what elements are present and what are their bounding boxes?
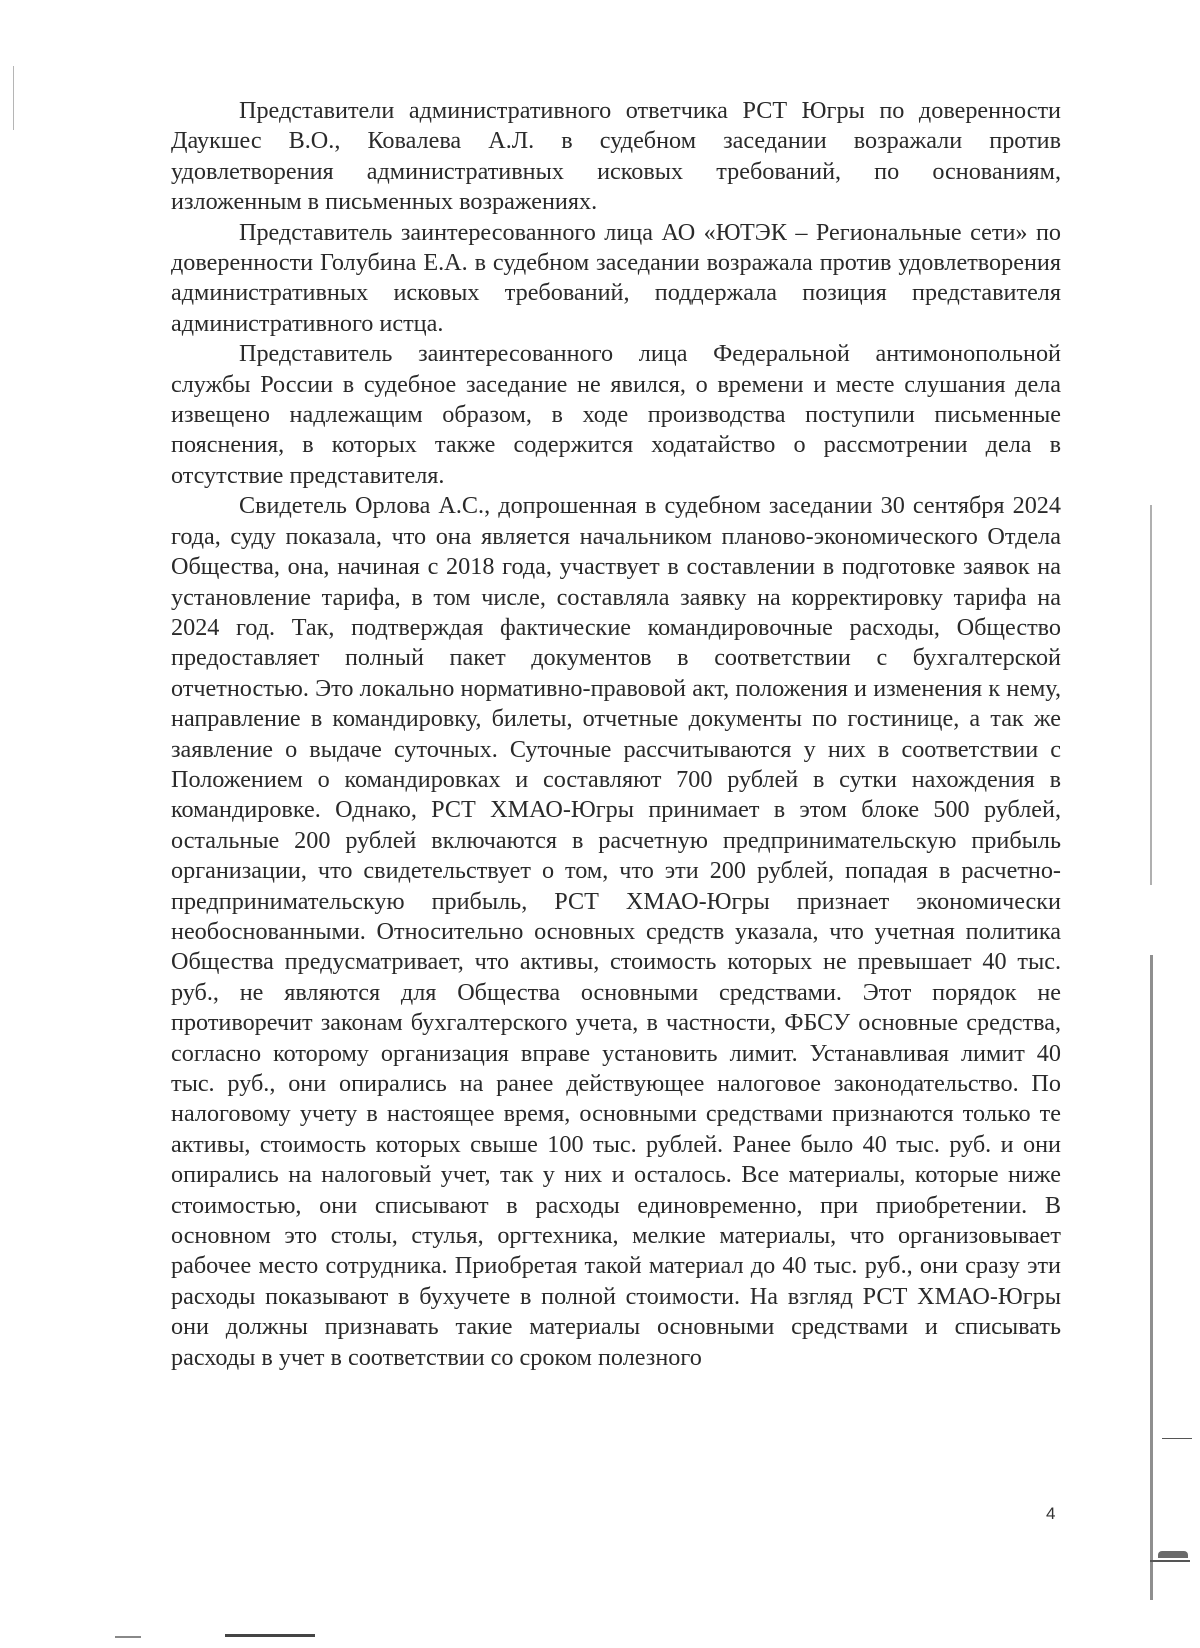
scan-edge-mark <box>1150 1560 1190 1562</box>
scan-edge-mark <box>1150 955 1153 1600</box>
paragraph-respondent-representatives: Представители административного ответчика РСТ Югры по доверенности Даукшес В.О., Ковалева А.Л. в судебном заседании возражали против удовлетворения административных исковых требований, по основаниям, изложенным в письменных возражениях. <box>171 97 1061 216</box>
scan-edge-mark <box>1162 1438 1192 1439</box>
paragraph-interested-party-fas: Представитель заинтересованного лица Федеральной антимонопольной службы России в судебное заседание не явился, о времени и месте слушания дела извещено надлежащим образом, в ходе производства поступили письменные пояснения, в которых также содержится ходатайство о рассмотрении дела в отсутствие представителя. <box>171 340 1061 489</box>
paragraph-witness-testimony: Свидетель Орлова А.С., допрошенная в судебном заседании 30 сентября 2024 года, суду показала, что она является начальником планово-экономического Отдела Общества, она, начиная с 2018 года, участвует в составлении в подготовке заявок на установление тарифа, в том числе, составляла заявку на корректировку тарифа на 2024 год. Так, подтверждая фактические командировочные расходы, Общество предоставляет полный пакет документов в соответствии с бухгалтерской отчетностью. Это локально нормативно-правовой акт, положения и изменения к нему, направление в командировку, билеты, отчетные документы по гостинице, а так же заявление о выдаче суточных. Суточные рассчитываются у них в соответствии с Положением о командировках и составляют 700 рублей в сутки нахождения в командировке. Однако, РСТ ХМАО-Югры принимает в этом блоке 500 рублей, остальные 200 рублей включаются в расчетную предпринимательскую прибыль организации, что свидетельствует о том, что эти 200 рублей, попадая в расчетно-предпринимательскую прибыль, РСТ ХМАО-Югры признает экономически необоснованными. Относительно основных средств указала, что учетная политика Общества предусматривает, что активы, стоимость которых не превышает 40 тыс. руб., не являются для Общества основными средствами. Этот порядок не противоречит законам бухгалтерского учета, в частности, ФБСУ основные средства, согласно которому организация вправе установить лимит. Устанавливая лимит 40 тыс. руб., они опирались на ранее действующее налоговое законодательство. По налоговому учету в настоящее время, основными средствами признаются только те активы, стоимость которых свыше 100 тыс. рублей. Ранее было 40 тыс. руб. и они опирались на налоговый учет, так у них и осталось. Все материалы, которые ниже стоимостью, они списывают в расходы единовременно, при приобретении. В основном это столы, стулья, оргтехника, мелкие материалы, что организовывает рабочее место сотрудника. Приобретая такой материал до 40 тыс. руб., они сразу эти расходы показывают в бухучете в полной стоимости. На взгляд РСТ ХМАО-Югры они должны признавать такие материалы основными средствами и списывать расходы в учет в соответствии со сроком полезного <box>171 492 1061 1371</box>
scan-edge-mark <box>13 66 14 130</box>
page-number: 4 <box>1046 1504 1056 1523</box>
scan-edge-mark <box>1158 1551 1188 1558</box>
scan-edge-mark <box>115 1636 141 1638</box>
scan-edge-mark <box>1150 505 1152 885</box>
scan-edge-mark <box>225 1634 315 1637</box>
paragraph-interested-party-yutek: Представитель заинтересованного лица АО «ЮТЭК – Региональные сети» по доверенности Голубина Е.А. в судебном заседании возражала против удовлетворения административных исковых требований, поддержала позиция представителя административного истца. <box>171 218 1061 337</box>
document-body <box>171 96 1061 1373</box>
